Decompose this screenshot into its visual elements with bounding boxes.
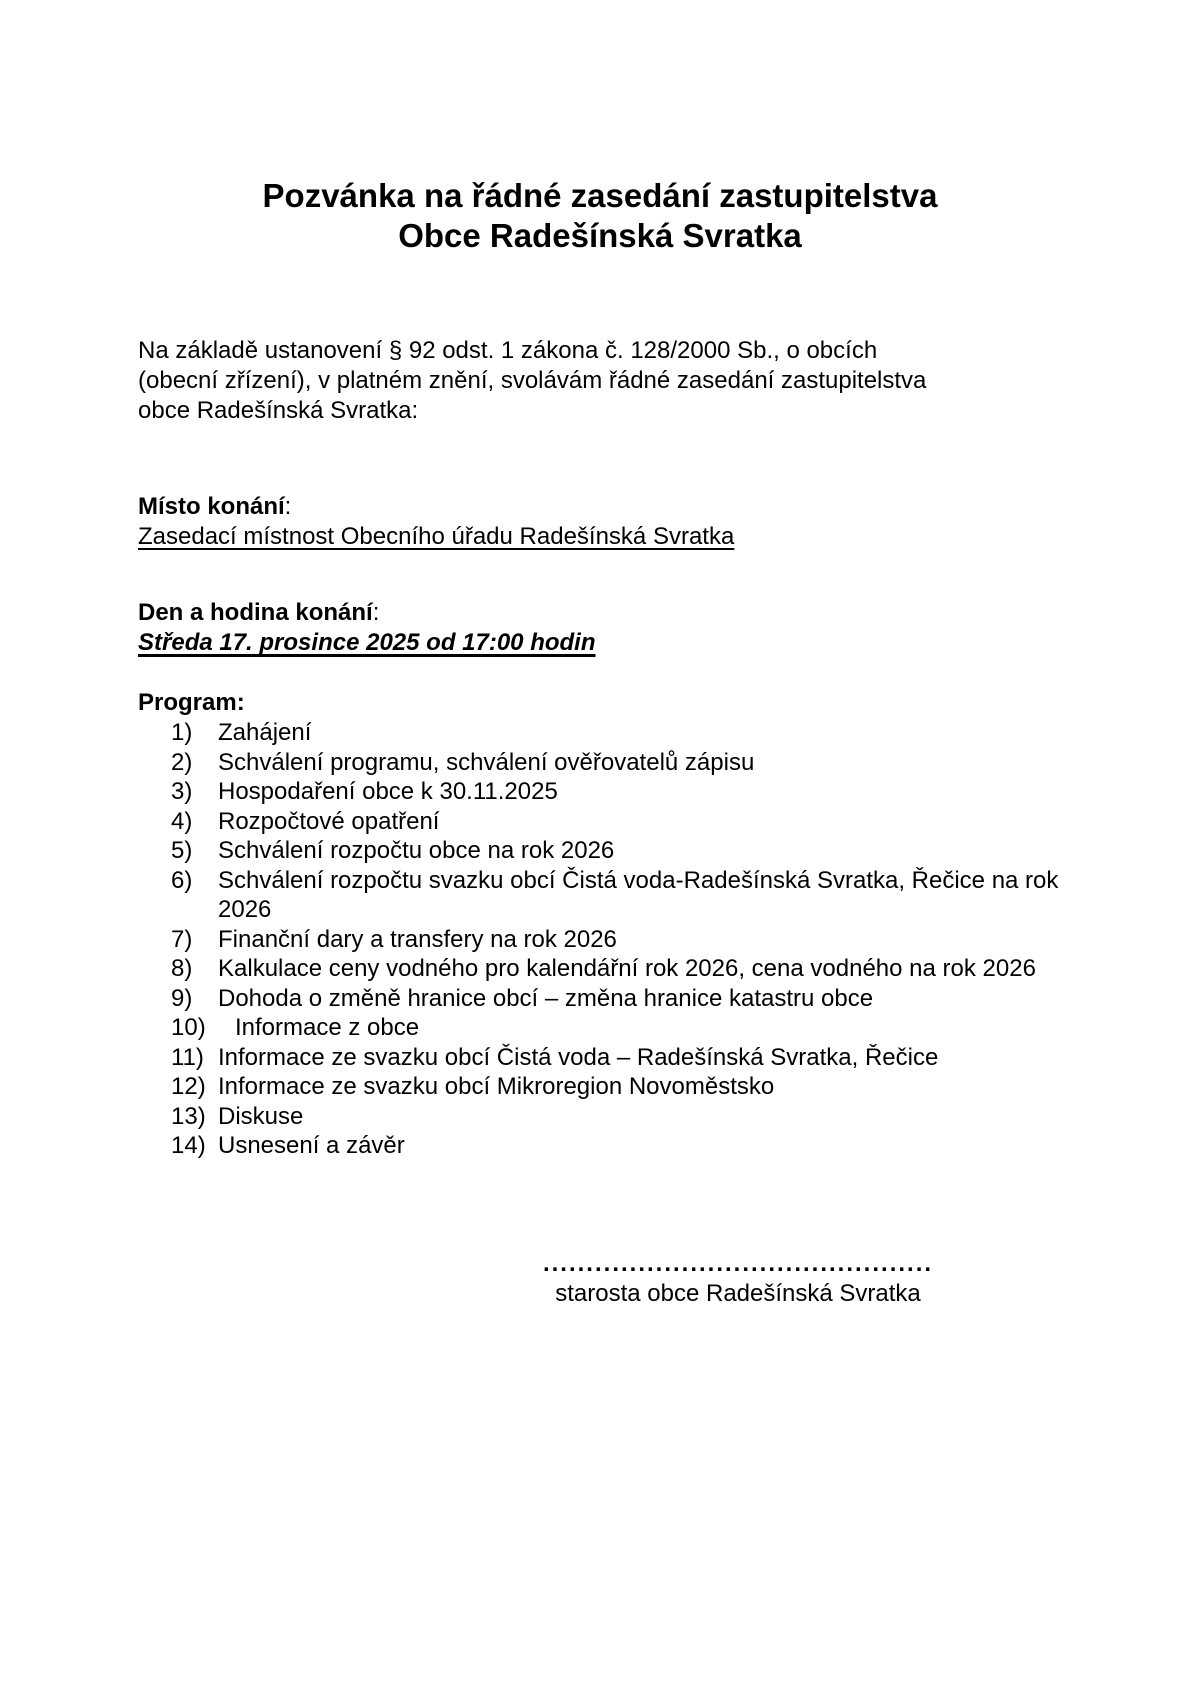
venue-heading-colon: : xyxy=(284,493,292,520)
venue-value: Zasedací místnost Obecního úřadu Radešínská Svratka xyxy=(138,523,735,550)
program-item-text: Usnesení a závěr xyxy=(218,1132,405,1159)
program-item-text: Zahájení xyxy=(218,719,312,746)
program-item xyxy=(138,836,1062,866)
program-item-text: Schválení rozpočtu obce na rok 2026 xyxy=(218,837,615,864)
program-item-number: 11) xyxy=(171,1043,204,1071)
program-item xyxy=(138,866,1062,925)
program-item xyxy=(138,984,1062,1014)
venue-heading-label: Místo konání xyxy=(138,493,285,520)
intro-line: obce Radešínská Svratka: xyxy=(138,397,419,424)
program-heading: Program: xyxy=(138,689,245,716)
datetime-value: Středa 17. prosince 2025 od 17:00 hodin xyxy=(138,629,596,656)
datetime-heading-colon: : xyxy=(372,599,380,626)
datetime-heading xyxy=(138,598,1062,628)
signature-role: starosta obce Radešínská Svratka xyxy=(555,1279,921,1307)
program-item xyxy=(138,777,1062,807)
program-item-text: Hospodaření obce k 30.11.2025 xyxy=(218,778,558,805)
venue-heading xyxy=(138,492,1062,522)
program-item xyxy=(138,1131,1062,1161)
program-item-number: 5) xyxy=(171,837,193,864)
program-section xyxy=(138,688,1062,1161)
program-item-number: 6) xyxy=(171,866,193,894)
program-item xyxy=(138,925,1062,955)
program-item xyxy=(138,718,1062,748)
document-title-line-2: Obce Radešínská Svratka xyxy=(398,217,802,254)
datetime-heading-label: Den a hodina konání xyxy=(138,599,373,626)
program-item-number: 1) xyxy=(171,719,193,746)
document-title-line-1: Pozvánka na řádné zasedání zastupitelstva xyxy=(262,177,938,214)
program-item xyxy=(138,1013,1062,1043)
program-item-number: 10) xyxy=(171,1014,206,1041)
program-item-text: Informace ze svazku obcí Mikroregion Novoměstsko xyxy=(218,1073,775,1100)
signature-block xyxy=(526,1249,950,1309)
program-item-text: Kalkulace ceny vodného pro kalendářní rok 2026, cena vodného na rok 2026 xyxy=(218,955,1036,982)
program-item xyxy=(138,748,1062,778)
program-item-number: 2) xyxy=(171,748,193,776)
program-item-text: Schválení rozpočtu svazku obcí Čistá voda-Radešínská Svratka, Řečice na rok 2026 xyxy=(218,866,1059,923)
program-item-text: Schválení programu, schválení ověřovatelů zápisu xyxy=(218,748,755,776)
program-item xyxy=(138,1102,1062,1132)
program-item-text: Informace z obce xyxy=(235,1014,420,1041)
intro-line: (obecní zřízení), v platném znění, svolávám řádné zasedání zastupitelstva xyxy=(138,367,927,394)
program-item-number: 9) xyxy=(171,984,193,1012)
program-item-text: Finanční dary a transfery na rok 2026 xyxy=(218,925,617,953)
program-item-number: 12) xyxy=(171,1073,206,1100)
program-item-text: Informace ze svazku obcí Čistá voda – Radešínská Svratka, Řečice xyxy=(218,1043,939,1071)
program-item-number: 8) xyxy=(171,955,193,982)
program-item-text: Dohoda o změně hranice obcí – změna hranice katastru obce xyxy=(218,984,874,1012)
intro-line: Na základě ustanovení § 92 odst. 1 zákona č. 128/2000 Sb., o obcích xyxy=(138,337,878,364)
program-item-number: 4) xyxy=(171,807,193,835)
program-item-number: 13) xyxy=(171,1102,206,1130)
program-item xyxy=(138,1072,1062,1102)
datetime-section xyxy=(138,598,1062,658)
program-item xyxy=(138,954,1062,984)
program-item-number: 3) xyxy=(171,778,193,805)
venue-section xyxy=(138,492,1062,552)
program-list xyxy=(138,718,1062,1161)
program-item xyxy=(138,1043,1062,1073)
program-item xyxy=(138,807,1062,837)
program-item-number: 7) xyxy=(171,925,193,953)
signature-dotted-line: ............................................. xyxy=(542,1249,934,1277)
program-item-text: Rozpočtové opatření xyxy=(218,807,440,835)
intro-paragraph xyxy=(138,336,1062,426)
document-title xyxy=(138,176,1062,256)
program-item-number: 14) xyxy=(171,1132,206,1159)
program-item-text: Diskuse xyxy=(218,1102,304,1130)
